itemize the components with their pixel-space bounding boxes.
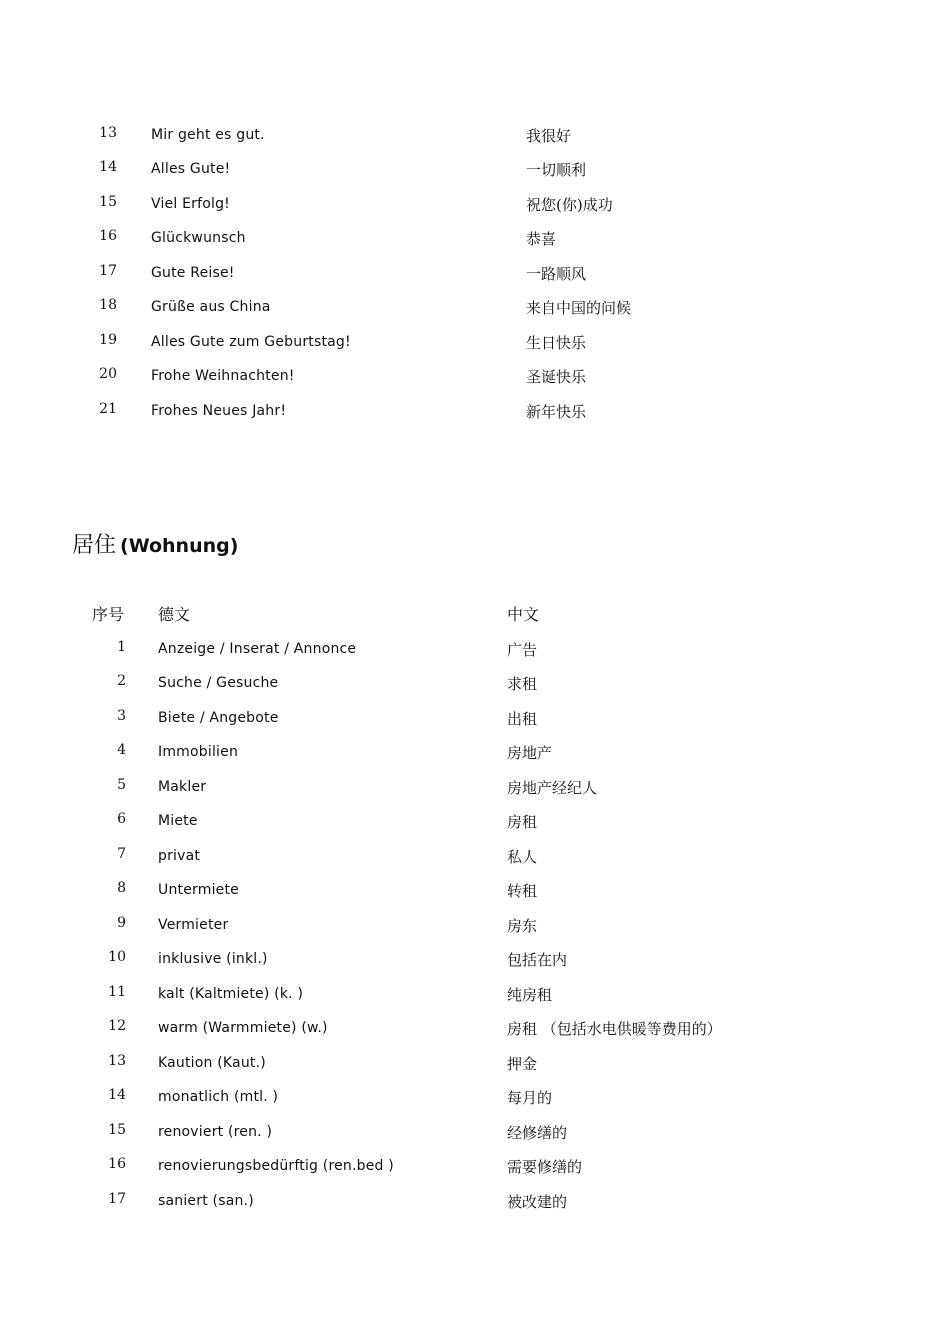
table-row xyxy=(0,228,950,262)
german-term: saniert (san.) xyxy=(158,1193,254,1209)
chinese-term: 房地产经纪人 xyxy=(507,779,598,797)
chinese-term: 我很好 xyxy=(526,127,572,145)
row-number: 8 xyxy=(117,880,126,896)
chinese-term: 房地产 xyxy=(507,744,553,762)
german-term: Anzeige / Inserat / Annonce xyxy=(158,641,357,657)
chinese-term: 一路顺风 xyxy=(526,265,587,283)
chinese-term: 一切顺利 xyxy=(526,161,587,179)
row-number: 2 xyxy=(117,673,126,689)
row-number: 1 xyxy=(117,639,126,655)
german-term: inklusive (inkl.) xyxy=(158,951,268,967)
german-term: Immobilien xyxy=(158,744,239,760)
chinese-term: 祝您(你)成功 xyxy=(526,196,613,214)
chinese-term: 来自中国的问候 xyxy=(526,299,632,317)
german-term: Grüße aus China xyxy=(151,299,271,315)
german-term: Alles Gute zum Geburtstag! xyxy=(151,334,351,350)
chinese-term: 恭喜 xyxy=(526,230,557,248)
row-number: 4 xyxy=(117,742,126,758)
table-row xyxy=(0,949,950,983)
chinese-term: 押金 xyxy=(507,1055,538,1073)
row-number: 16 xyxy=(108,1156,126,1172)
row-number: 3 xyxy=(117,708,126,724)
row-number: 11 xyxy=(108,984,126,1000)
german-term: Untermiete xyxy=(158,882,239,898)
german-term: Vermieter xyxy=(158,917,229,933)
german-term: kalt (Kaltmiete) (k. ) xyxy=(158,986,304,1002)
table-row xyxy=(0,1122,950,1156)
section-heading xyxy=(72,528,238,559)
german-term: Frohe Weihnachten! xyxy=(151,368,295,384)
row-number: 21 xyxy=(99,401,117,417)
row-number: 13 xyxy=(99,125,117,141)
chinese-term: 包括在内 xyxy=(507,951,568,969)
table-row xyxy=(0,194,950,228)
header-chinese: 中文 xyxy=(507,605,540,624)
german-term: privat xyxy=(158,848,201,864)
row-number: 16 xyxy=(99,228,117,244)
table-header xyxy=(0,602,950,636)
row-number: 13 xyxy=(108,1053,126,1069)
german-term: renoviert (ren. ) xyxy=(158,1124,273,1140)
chinese-term: 房东 xyxy=(507,917,538,935)
german-term: Kaution (Kaut.) xyxy=(158,1055,266,1071)
row-number: 20 xyxy=(99,366,117,382)
german-term: Alles Gute! xyxy=(151,161,231,177)
chinese-term: 经修缮的 xyxy=(507,1124,568,1142)
german-term: Frohes Neues Jahr! xyxy=(151,403,287,419)
table-row xyxy=(0,915,950,949)
table-row xyxy=(0,639,950,673)
chinese-term: 生日快乐 xyxy=(526,334,587,352)
table-row xyxy=(0,159,950,193)
table-row xyxy=(0,708,950,742)
table-row xyxy=(0,1191,950,1225)
german-term: monatlich (mtl. ) xyxy=(158,1089,279,1105)
row-number: 14 xyxy=(108,1087,126,1103)
german-term: Suche / Gesuche xyxy=(158,675,279,691)
table-row xyxy=(0,366,950,400)
section-title-chinese: 居住 xyxy=(72,533,117,558)
german-term: Glückwunsch xyxy=(151,230,246,246)
table-row xyxy=(0,297,950,331)
chinese-term: 房租 xyxy=(507,813,538,831)
row-number: 18 xyxy=(99,297,117,313)
table-row xyxy=(0,401,950,435)
table-row xyxy=(0,263,950,297)
row-number: 12 xyxy=(108,1018,126,1034)
row-number: 17 xyxy=(108,1191,126,1207)
chinese-term: 私人 xyxy=(507,848,538,866)
chinese-term: 转租 xyxy=(507,882,538,900)
row-number: 9 xyxy=(117,915,126,931)
table-row xyxy=(0,742,950,776)
row-number: 5 xyxy=(117,777,126,793)
table-row xyxy=(0,332,950,366)
header-number: 序号 xyxy=(92,605,125,624)
table-row xyxy=(0,984,950,1018)
table-row xyxy=(0,1087,950,1121)
chinese-term: 广告 xyxy=(507,641,538,659)
row-number: 7 xyxy=(117,846,126,862)
chinese-term: 新年快乐 xyxy=(526,403,587,421)
table-row xyxy=(0,1156,950,1190)
row-number: 15 xyxy=(99,194,117,210)
german-term: Viel Erfolg! xyxy=(151,196,230,212)
german-term: Mir geht es gut. xyxy=(151,127,265,143)
row-number: 10 xyxy=(108,949,126,965)
chinese-term: 每月的 xyxy=(507,1089,553,1107)
row-number: 15 xyxy=(108,1122,126,1138)
header-german: 德文 xyxy=(158,605,191,624)
row-number: 6 xyxy=(117,811,126,827)
row-number: 14 xyxy=(99,159,117,175)
table-row xyxy=(0,880,950,914)
german-term: Makler xyxy=(158,779,207,795)
chinese-term: 需要修缮的 xyxy=(507,1158,583,1176)
chinese-term: 房租 （包括水电供暖等费用的） xyxy=(507,1020,722,1038)
table-row xyxy=(0,811,950,845)
german-term: warm (Warmmiete) (w.) xyxy=(158,1020,328,1036)
section-title-german: (Wohnung) xyxy=(120,535,239,557)
row-number: 17 xyxy=(99,263,117,279)
chinese-term: 纯房租 xyxy=(507,986,553,1004)
chinese-term: 圣诞快乐 xyxy=(526,368,587,386)
row-number: 19 xyxy=(99,332,117,348)
chinese-term: 求租 xyxy=(507,675,538,693)
german-term: Miete xyxy=(158,813,198,829)
table-row xyxy=(0,1018,950,1052)
chinese-term: 被改建的 xyxy=(507,1193,568,1211)
table-row xyxy=(0,673,950,707)
table-row xyxy=(0,846,950,880)
german-term: renovierungsbedürftig (ren.bed ) xyxy=(158,1158,394,1174)
german-term: Gute Reise! xyxy=(151,265,235,281)
table-row xyxy=(0,125,950,159)
german-term: Biete / Angebote xyxy=(158,710,279,726)
table-row xyxy=(0,777,950,811)
table-row xyxy=(0,1053,950,1087)
chinese-term: 出租 xyxy=(507,710,538,728)
